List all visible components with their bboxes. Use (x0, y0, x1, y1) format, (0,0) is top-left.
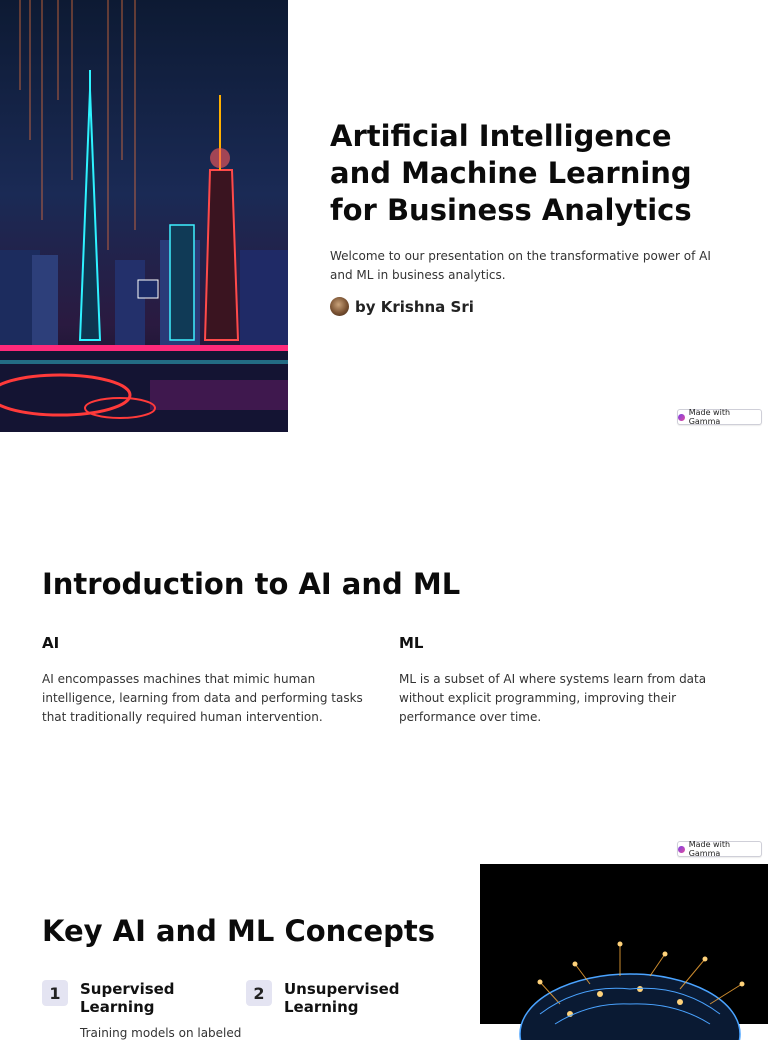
intro-slide (0, 432, 768, 864)
step-title: Supervised Learning (80, 980, 175, 1016)
badge-label: Made with Gamma (688, 408, 731, 426)
made-with-gamma-badge[interactable] (677, 409, 762, 425)
section-title: Key AI and ML Concepts (42, 914, 436, 948)
author-line (330, 297, 474, 316)
step-number: 2 (246, 980, 272, 1006)
gamma-logo-icon (678, 414, 685, 421)
neon-city-image (0, 0, 288, 432)
step-item (246, 980, 446, 1016)
section-title: Introduction to AI and ML (42, 567, 461, 601)
title-slide (0, 0, 768, 432)
ai-text: AI encompasses machines that mimic human intelligence, learning from data and performing tasks that traditionally required human intervention. (42, 672, 363, 724)
concepts-slide (0, 864, 768, 1040)
presentation-title: Artificial Intelligence and Machine Learning for Business Analytics (330, 119, 692, 227)
ai-column (42, 634, 372, 727)
ml-column (399, 634, 729, 727)
step-number: 1 (42, 980, 68, 1006)
badge-label: Made with Gamma (688, 840, 731, 858)
step-item (42, 980, 247, 1040)
brain-image (480, 864, 768, 1024)
gamma-logo-icon (678, 846, 685, 853)
presentation-description: Welcome to our presentation on the transformative power of AI and ML in business analytics. (330, 249, 711, 282)
made-with-gamma-badge[interactable] (677, 841, 762, 857)
ml-heading: ML (399, 634, 424, 652)
ml-text: ML is a subset of AI where systems learn from data without explicit programming, improving their performance over time. (399, 672, 707, 724)
step-title: Unsupervised Learning (284, 980, 400, 1016)
ai-heading: AI (42, 634, 60, 652)
author-name: by Krishna Sri (355, 297, 474, 316)
step-text: Training models on labeled (80, 1026, 242, 1040)
author-avatar (330, 297, 349, 316)
